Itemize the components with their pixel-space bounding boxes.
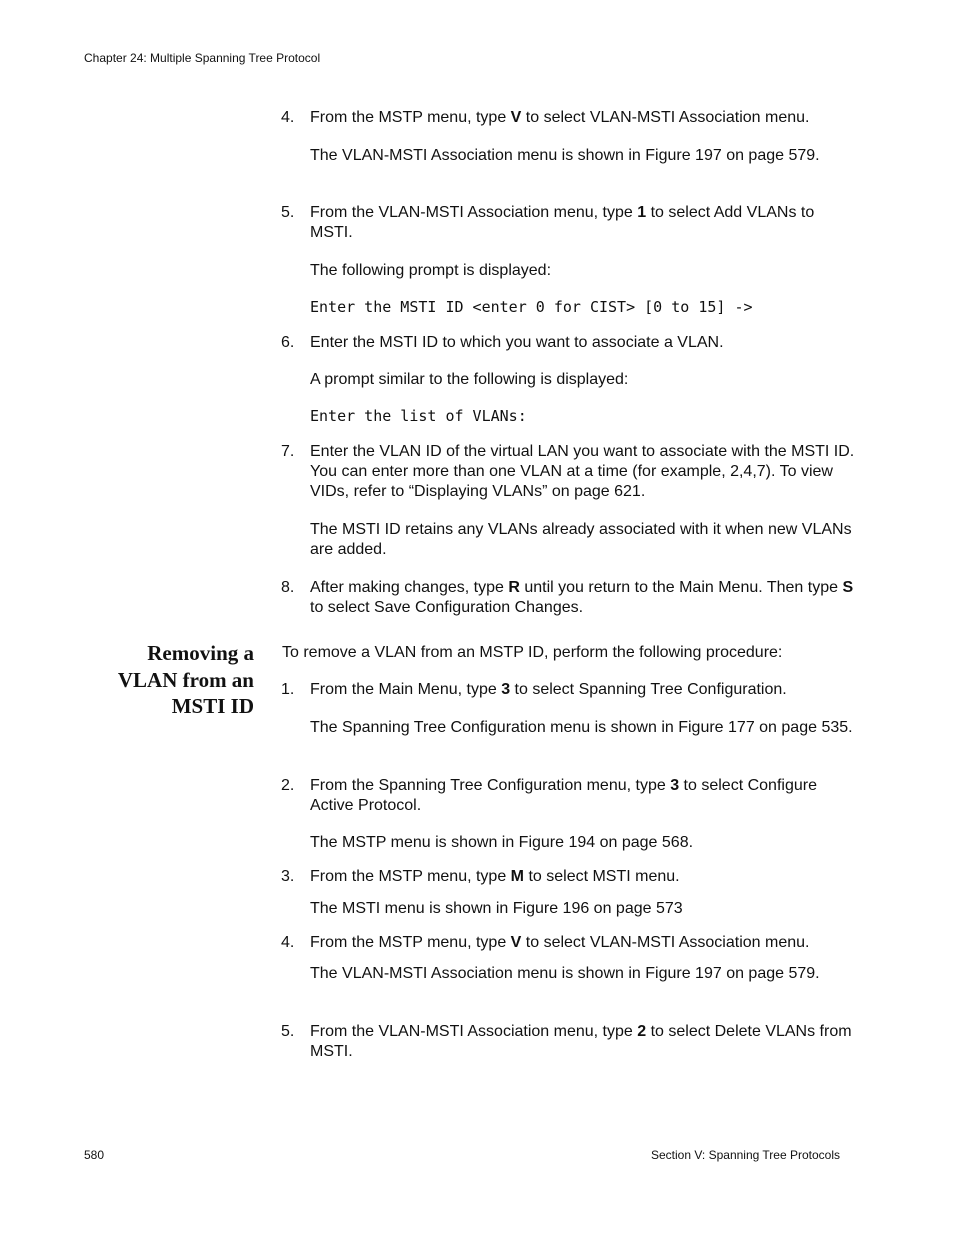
step-note: The following prompt is displayed:: [310, 262, 552, 279]
step-note: The MSTP menu is shown in Figure 194 on page 568.: [310, 834, 694, 851]
procedure-intro: To remove a VLAN from an MSTP ID, perform the following procedure:: [282, 644, 783, 661]
step-note: The MSTI ID retains any VLANs already associated with it when new VLANs are added.: [310, 521, 852, 558]
key-letter: S: [842, 579, 854, 596]
step-number: 7.: [281, 443, 295, 460]
step-number: 2.: [281, 777, 295, 794]
step-text: From the VLAN-MSTI Association menu, type 1 to select Add VLANs to MSTI.: [310, 204, 815, 241]
key-letter: 3: [670, 777, 680, 794]
step-text: From the VLAN-MSTI Association menu, type 2 to select Delete VLANs from MSTI.: [310, 1023, 852, 1060]
step-text: From the MSTP menu, type V to select VLAN-MSTI Association menu.: [310, 934, 810, 951]
step-number: 8.: [281, 579, 295, 596]
section-heading: Removing a VLAN from an MSTI ID: [117, 641, 254, 718]
key-letter: 3: [501, 681, 511, 698]
step-number: 3.: [281, 868, 295, 885]
step-text: From the Main Menu, type 3 to select Spanning Tree Configuration.: [310, 681, 787, 698]
running-header: Chapter 24: Multiple Spanning Tree Protocol: [84, 51, 321, 65]
step-text: From the Spanning Tree Configuration menu, type 3 to select Configure Active Protocol.: [310, 777, 817, 814]
step-note: A prompt similar to the following is displayed:: [310, 371, 629, 388]
code-prompt: Enter the list of VLANs:: [310, 407, 527, 425]
step-number: 5.: [281, 204, 295, 221]
step-note: The VLAN-MSTI Association menu is shown in Figure 197 on page 579.: [310, 965, 820, 982]
key-letter: 2: [637, 1023, 647, 1040]
step-text: Enter the VLAN ID of the virtual LAN you want to associate with the MSTI ID. You can enter more than one VLAN at a time (for example, 2,4,7). To view VIDs, refer to “Displaying VLANs” on page 621.: [310, 443, 855, 500]
key-letter: V: [510, 934, 522, 951]
step-note: The MSTI menu is shown in Figure 196 on page 573: [310, 900, 683, 917]
step-number: 4.: [281, 109, 295, 126]
key-letter: V: [510, 109, 522, 126]
step-number: 5.: [281, 1023, 295, 1040]
step-text: Enter the MSTI ID to which you want to associate a VLAN.: [310, 334, 724, 351]
step-number: 1.: [281, 681, 295, 698]
step-number: 4.: [281, 934, 295, 951]
key-letter: M: [510, 868, 524, 885]
step-text: From the MSTP menu, type V to select VLAN-MSTI Association menu.: [310, 109, 810, 126]
step-text: From the MSTP menu, type M to select MSTI menu.: [310, 868, 680, 885]
code-prompt: Enter the MSTI ID <enter 0 for CIST> [0 to 15] ->: [310, 298, 753, 316]
key-letter: R: [508, 579, 520, 596]
step-text: After making changes, type R until you return to the Main Menu. Then type S to select Save Configuration Changes.: [310, 579, 854, 616]
page-number: 580: [84, 1148, 105, 1162]
step-note: The VLAN-MSTI Association menu is shown in Figure 197 on page 579.: [310, 147, 820, 164]
step-number: 6.: [281, 334, 295, 351]
step-note: The Spanning Tree Configuration menu is shown in Figure 177 on page 535.: [310, 719, 853, 736]
key-letter: 1: [637, 204, 647, 221]
running-footer: Section V: Spanning Tree Protocols: [651, 1148, 840, 1162]
